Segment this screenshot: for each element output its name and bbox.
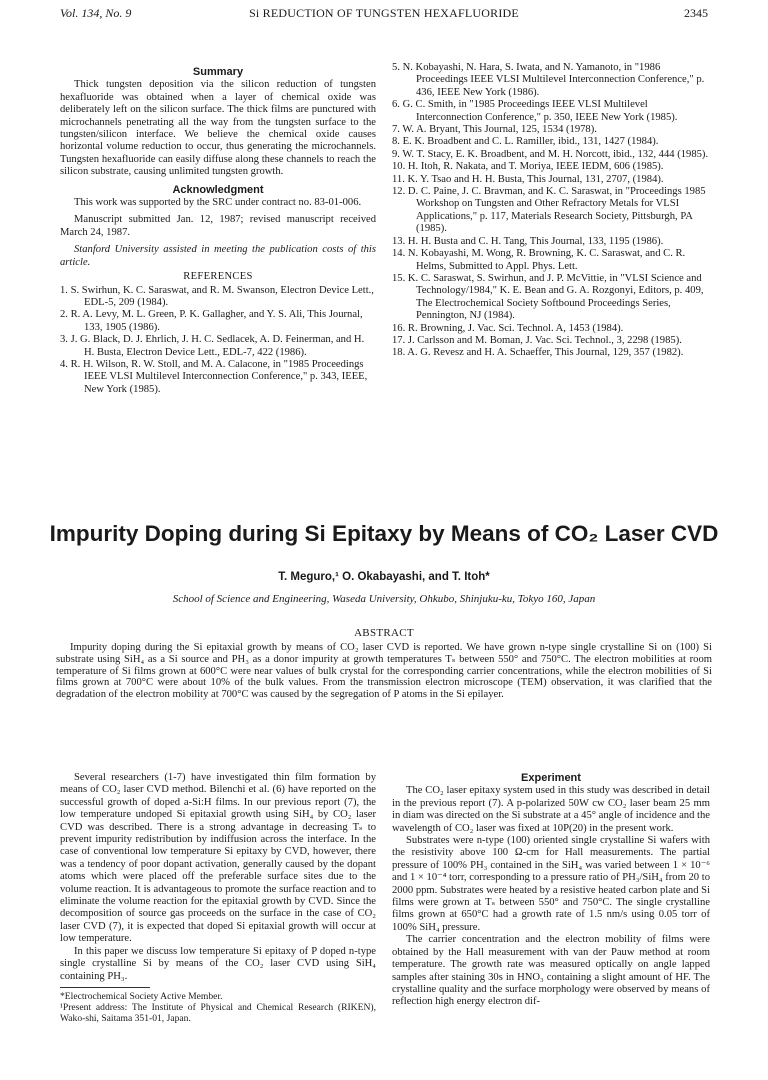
- reference-item: 16. R. Browning, J. Vac. Sci. Technol. A, 1453 (1984).: [392, 322, 624, 334]
- reference-item: 10. H. Itoh, R. Nakata, and T. Moriya, IEEE IEDM, 606 (1985).: [392, 161, 664, 173]
- experiment-paragraph: Substrates were n-type (100) oriented single crystalline Si wafers with the resistivity above 100 Ω-cm for Hall measurements. The partial pressure of 100% PH₃ contained in the SiH₄ was varied between 1 × 10⁻⁶ and 1 × 10⁻⁴ torr, corresponding to a pressure ratio of PH₃/SiH₄ from 20 to 2000 ppm. Substrates were heated by a resistive heated carbon plate and Si films were grown at Tₛ between 550° and 750°C. The single crystalline films grown at 650°C had a growth rate of 1.5 nm/s using 0.05 torr of 100% SiH₄ pressure.: [392, 835, 711, 933]
- lower-left-column: [60, 772, 376, 1024]
- acknowledgment-heading: Acknowledgment: [172, 183, 264, 196]
- reference-item: 15. K. C. Saraswat, S. Swirhun, and J. P. McVittie, in "VLSI Science and Technology/1984," K. E. Bean and G. A. Rozgonyi, Editors, p. 409, The Electrochemical Society Softbound Proceedings Series, Pennington, NJ (1984).: [392, 272, 704, 322]
- page-number: 2345: [684, 6, 708, 20]
- reference-item: 9. W. T. Stacy, E. K. Broadbent, and M. H. Norcott, ibid., 132, 444 (1985).: [392, 148, 709, 160]
- reference-item: 14. N. Kobayashi, M. Wong, R. Browning, K. C. Saraswat, and C. R. Helms, Submitted to Appl. Phys. Lett.: [392, 248, 686, 272]
- reference-item: 5. N. Kobayashi, N. Hara, S. Iwata, and N. Yamanoto, in "1986 Proceedings IEEE VLSI Multilevel Interconnection Conference," p. 436, IEEE New York (1986).: [392, 62, 705, 98]
- reference-item: 8. E. K. Broadbent and C. L. Ramiller, ibid., 131, 1427 (1984).: [392, 136, 659, 148]
- footnote: *Electrochemical Society Active Member.: [60, 990, 223, 1002]
- running-header: [60, 6, 708, 22]
- reference-item: 2. R. A. Levy, M. L. Green, P. K. Gallagher, and Y. S. Ali, This Journal, 133, 1905 (1986).: [60, 309, 363, 333]
- intro-paragraph: Several researchers (1-7) have investigated thin film formation by means of CO₂ laser CVD method. Bilenchi et al. (6) have reported on the successful growth of doped a-Si:H films. In our previous report (7), the low temperature undoped Si epitaxial growth using SiH₄ by CO₂ laser CVD was described. There is a strong advantage in decreasing Tₛ to prevent impurity redistribution by indiffusion across the interface. In the case of conventional low temperature Si epitaxy by CVD, however, there was a tendency of poor dopant activation, generally caused by the dopant atoms which were placed off the preferable surface sites due to the volume reaction. It is advantageous to promote the surface reaction and to eliminate the volume reaction for the epitaxial growth by CVD. Since the decomposition of source gas proceeds on the surface in the case of CO₂ laser CVD (7), it is expected that doped Si epitaxial growth will occur at low temperature.: [60, 772, 376, 945]
- article-authors: T. Meguro,¹ O. Okabayashi, and T. Itoh*: [278, 571, 490, 583]
- reference-item: 18. A. G. Revesz and H. A. Schaeffer, This Journal, 129, 357 (1982).: [392, 347, 684, 359]
- reference-item: 7. W. A. Bryant, This Journal, 125, 1534 (1978).: [392, 124, 597, 136]
- intro-paragraph: In this paper we discuss low temperature Si epitaxy of P doped n-type single crystalline Si by means of the CO₂ laser CVD using SiH₄ containing PH₃.: [60, 945, 376, 982]
- reference-item: 4. R. H. Wilson, R. W. Stoll, and M. A. Calacone, in "1985 Proceedings IEEE VLSI Multilevel Interconnection Conference," p. 343, IEEE, New York (1985).: [60, 358, 368, 395]
- experiment-paragraph: The CO₂ laser epitaxy system used in this study was described in detail in the previous report (7). A p-polarized 50W cw CO₂ laser beam 25 mm in diam was directed on the Si substrate at a 45° angle of incidence and the wavelength of CO₂ laser was fixed at 10P(20) in the present work.: [392, 785, 710, 834]
- experiment-paragraph: The carrier concentration and the electron mobility of films were obtained by the Hall measurement with van der Pauw method at room temperature. The growth rate was measured optically on angle lapped samples after staining 30s in HNO₃ containing a slight amount of HF. The crystalline quality and the surface morphology were observed by means of reflection high energy electron dif-: [392, 934, 710, 1008]
- volume-label: Vol. 134, No. 9: [60, 6, 132, 20]
- author-affiliation: School of Science and Engineering, Waseda University, Ohkubo, Shinjuku-ku, Tokyo 160, Japan: [172, 593, 596, 605]
- reference-item: 3. J. G. Black, D. J. Ehrlich, J. H. C. Sedlacek, A. D. Feinerman, and H. H. Busta, Electron Device Lett., EDL-7, 422 (1986).: [60, 334, 365, 358]
- publication-costs-note: Stanford University assisted in meeting the publication costs of this article.: [60, 244, 376, 268]
- upper-right-column: [392, 62, 710, 360]
- experiment-heading: Experiment: [521, 772, 581, 784]
- reference-item: 11. K. Y. Tsao and H. H. Busta, This Journal, 131, 2707, (1984).: [392, 173, 664, 185]
- running-title: Si REDUCTION OF TUNGSTEN HEXAFLUORIDE: [249, 6, 519, 20]
- reference-item: 1. S. Swirhun, K. C. Saraswat, and R. M. Swanson, Electron Device Lett., EDL-5, 209 (1984).: [60, 284, 374, 308]
- reference-item: 13. H. H. Busta and C. H. Tang, This Journal, 133, 1195 (1986).: [392, 235, 664, 247]
- reference-item: 12. D. C. Paine, J. C. Bravman, and K. C. Saraswat, in "Proceedings 1985 Workshop on Tungsten and Other Refractory Metals for VLSI Applications," p. 117, Materials Research Society, Pittsburgh, PA (1985).: [392, 186, 706, 235]
- article-title: Impurity Doping during Si Epitaxy by Means of CO₂ Laser CVD: [49, 521, 719, 546]
- reference-item: 17. J. Carlsson and M. Boman, J. Vac. Sci. Technol., 3, 2298 (1985).: [392, 334, 682, 346]
- lower-right-column: [392, 772, 710, 1009]
- abstract-heading: ABSTRACT: [354, 627, 414, 639]
- acknowledgment-text: This work was supported by the SRC under contract no. 83-01-006.: [74, 197, 362, 209]
- manuscript-dates: Manuscript submitted Jan. 12, 1987; revised manuscript received March 24, 1987.: [60, 214, 376, 238]
- upper-left-column: [60, 66, 376, 396]
- footnote-divider: [60, 987, 150, 988]
- summary-heading: Summary: [192, 66, 244, 78]
- reference-item: 6. G. C. Smith, in "1985 Proceedings IEEE VLSI Multilevel Interconnection Conference," p. 350, IEEE New York (1985).: [392, 99, 678, 123]
- references-heading: REFERENCES: [183, 271, 253, 283]
- summary-text: Thick tungsten deposition via the silicon reduction of tungsten hexafluoride was obtained when a layer of chemical oxide was deliberately left on the silicon surface. The thick films are punctured with microchannels penetrating all the way from the tungsten surface to the tungsten/silicon interface. We believe the chemical oxide causes horizontal volume reduction to occur, thus generating the microchannels. Tungsten hexafluoride can easily diffuse along these channels to reach the silicon substrate, causing unlimited tungsten growth.: [60, 79, 376, 178]
- abstract-text: Impurity doping during the Si epitaxial growth by means of CO₂ laser CVD is reported. We have grown n-type single crystalline Si on (100) Si substrate using SiH₄ as a Si source and PH₃ as a donor impurity at growth temperatures Tₛ between 550° and 750°C. The electron mobilities at room temperature of Si films grown at 600°C were near values of bulk crystal for the corresponding carrier concentrations, while the electron mobilities of Si films grown at 700°C were about 10% of the bulk values. From the transmission electron microscope (TEM) observation, it was clarified that the degradation of the electron mobility at 700°C was caused by the segregation of P atoms in the Si epilayer.: [56, 642, 712, 701]
- footnote: ¹Present address: The Institute of Physical and Chemical Research (RIKEN), Wako-shi, Saitama 351-01, Japan.: [60, 1001, 376, 1024]
